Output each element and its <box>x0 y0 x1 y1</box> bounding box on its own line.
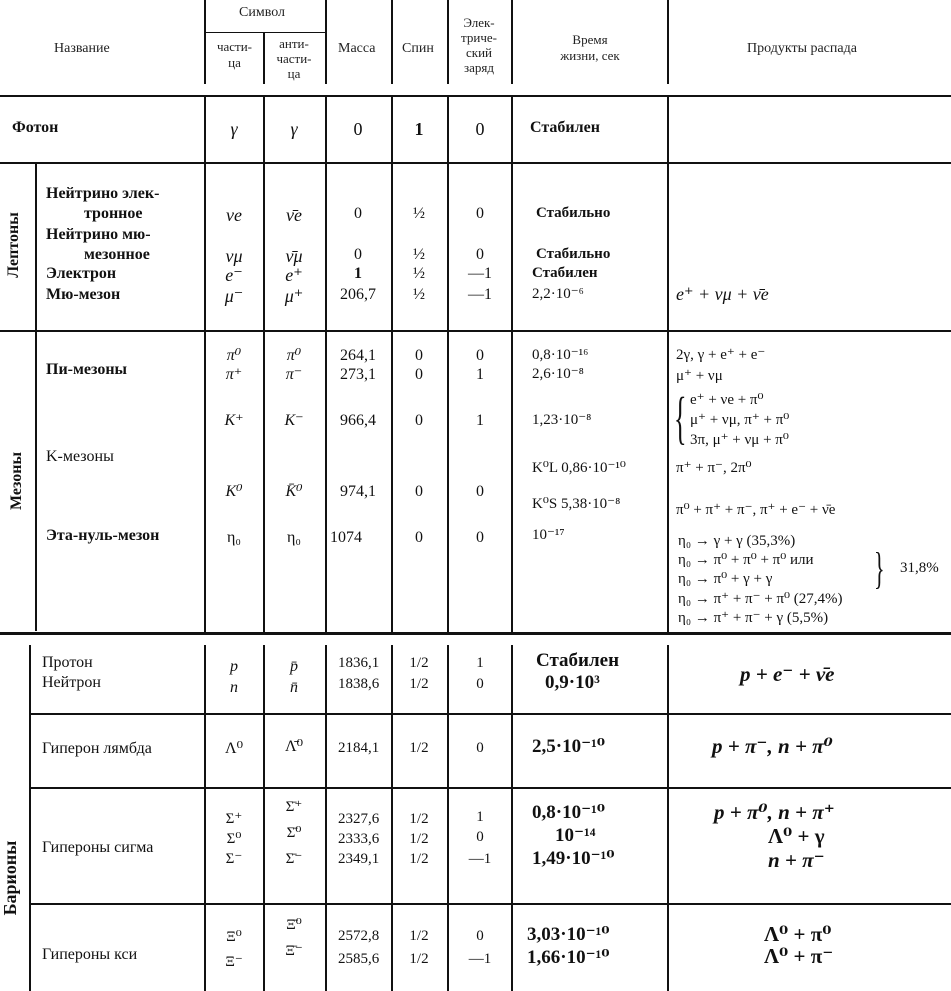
meson-antiparticle: η₀ <box>287 529 301 546</box>
lepton-charge: —1 <box>468 286 492 303</box>
baryon-lifetime: 10⁻¹⁴ <box>555 825 596 846</box>
meson-symbol: η₀ <box>227 529 241 546</box>
baryon-mass: 2572,8 <box>338 928 380 944</box>
meson-mass: 1074 <box>330 529 362 546</box>
meson-decay: η₀ → π⁺ + π⁻ + π⁰ (27,4%) <box>678 591 843 607</box>
baryon-lifetime: Стабилен <box>536 650 620 671</box>
group-label-mesons: Мезоны <box>8 451 25 511</box>
lepton-name: Нейтрино элек- <box>46 185 160 202</box>
lepton-symbol: μ⁻ <box>224 286 244 306</box>
meson-charge: 1 <box>476 366 484 383</box>
meson-name-k: K-мезоны <box>46 448 114 465</box>
meson-decay: 3π, μ⁺ + νμ + π⁰ <box>690 432 789 448</box>
header-antiparticle-1: анти- <box>279 36 309 51</box>
meson-lifetime: 2,6·10⁻⁸ <box>532 366 584 382</box>
baryon-charge: 1 <box>476 655 484 671</box>
lepton-lifetime: 2,2·10⁻⁶ <box>532 286 584 302</box>
grid-line <box>0 632 951 635</box>
lepton-lifetime: Стабилен <box>532 265 598 281</box>
baryon-symbol: Λ⁰ <box>224 740 243 757</box>
meson-lifetime: 0,8·10⁻¹⁶ <box>532 347 589 363</box>
baryon-decay: n + π⁻ <box>768 848 825 872</box>
baryon-mass: 2349,1 <box>338 851 380 867</box>
meson-spin: 0 <box>415 483 423 500</box>
baryon-charge: 1 <box>476 809 484 825</box>
baryon-symbol: n <box>230 679 238 696</box>
baryon-decay: Λ⁰ + π⁰ <box>764 922 832 946</box>
baryon-spin: 1/2 <box>409 951 429 967</box>
baryon-decay: p + π⁰, n + π⁺ <box>714 800 835 824</box>
meson-charge: 0 <box>476 483 484 500</box>
header-lifetime-1: Время <box>572 32 608 47</box>
grid-line <box>511 95 513 632</box>
meson-antiparticle: K̄⁰ <box>285 483 303 500</box>
grid-line <box>325 95 327 632</box>
header-spin: Спин <box>402 41 434 56</box>
lepton-name: Мю-мезон <box>46 286 121 303</box>
photon-charge: 0 <box>475 119 485 139</box>
lepton-decay: e⁺ + νμ + ν̄e <box>676 284 769 304</box>
baryon-charge: 0 <box>476 676 484 692</box>
baryon-antiparticle: p̄ <box>290 658 298 675</box>
meson-decay-ks: π⁰ + π⁺ + π⁻, π⁺ + e⁻ + ν̄e <box>676 502 836 518</box>
meson-lifetime: 1,23·10⁻⁸ <box>532 412 592 428</box>
meson-symbol: π⁰ <box>226 347 242 364</box>
meson-spin: 0 <box>415 366 423 383</box>
header-particle-1: части- <box>216 39 253 54</box>
meson-charge: 0 <box>476 529 484 546</box>
photon-antiparticle: γ <box>290 119 298 139</box>
group-label-baryons: Барионы <box>0 840 20 916</box>
photon-lifetime: Стабилен <box>530 119 600 136</box>
baryon-symbol: Σ⁺ <box>225 811 243 827</box>
lepton-name: мезонное <box>84 246 150 263</box>
grid-line <box>447 645 449 991</box>
meson-decay-pct: 31,8% <box>900 560 939 576</box>
baryon-name: Протон <box>42 654 93 671</box>
grid-line <box>325 645 327 991</box>
lepton-antiparticle: ν̄μ <box>285 246 303 266</box>
baryon-spin: 1/2 <box>409 676 429 692</box>
lepton-mass: 0 <box>354 205 362 222</box>
grid-line <box>29 787 951 789</box>
meson-symbol: K⁺ <box>224 412 244 429</box>
header-lifetime-2: жизни, сек <box>560 48 620 63</box>
baryon-antiparticle: Ξ̄⁰ <box>286 917 302 933</box>
header-name: Название <box>54 41 110 56</box>
meson-mass: 966,4 <box>340 412 376 429</box>
header-antiparticle-3: ца <box>287 66 301 81</box>
baryon-lifetime: 2,5·10⁻¹⁰ <box>532 736 606 757</box>
baryon-spin: 1/2 <box>409 655 429 671</box>
photon-name: Фотон <box>12 119 59 136</box>
header-symbol: Символ <box>239 5 286 20</box>
brace-left-icon: { <box>674 385 687 450</box>
grid-line <box>667 95 669 632</box>
meson-lifetime: 10⁻¹⁷ <box>532 527 565 543</box>
photon-mass: 0 <box>353 119 363 139</box>
meson-antiparticle: π⁰ <box>286 347 302 364</box>
grid-line <box>447 95 449 632</box>
lepton-name: тронное <box>84 205 143 222</box>
lepton-charge: 0 <box>476 246 484 263</box>
meson-mass: 273,1 <box>340 366 376 383</box>
grid-line <box>29 903 951 905</box>
baryon-decay: Λ⁰ + γ <box>768 824 825 848</box>
baryon-symbol: p <box>230 658 238 675</box>
lepton-antiparticle: ν̄e <box>286 205 302 225</box>
grid-line <box>204 32 325 33</box>
meson-lifetime-ks: K⁰S 5,38·10⁻⁸ <box>532 496 621 512</box>
baryon-lifetime: 0,8·10⁻¹⁰ <box>532 802 606 823</box>
baryon-antiparticle: n̄ <box>290 679 298 696</box>
baryon-mass: 1836,1 <box>338 655 380 671</box>
grid-line <box>667 0 669 84</box>
meson-charge: 0 <box>476 347 484 364</box>
lepton-spin: ½ <box>413 265 425 282</box>
lepton-mass: 206,7 <box>340 286 376 303</box>
grid-line <box>0 162 951 164</box>
baryon-spin: 1/2 <box>409 740 429 756</box>
lepton-lifetime: Стабильно <box>536 205 611 221</box>
lepton-spin: ½ <box>413 286 425 303</box>
meson-decay: 2γ, γ + e⁺ + e⁻ <box>676 347 766 363</box>
grid-line <box>35 163 37 631</box>
baryon-charge: —1 <box>468 951 492 967</box>
grid-line <box>204 95 206 632</box>
baryon-decay: p + e⁻ + ν̄e <box>740 662 835 686</box>
baryon-lifetime: 3,03·10⁻¹⁰ <box>527 924 610 945</box>
grid-line <box>204 645 206 991</box>
baryon-mass: 2333,6 <box>338 831 380 847</box>
baryon-name: Гиперон лямбда <box>42 740 152 757</box>
baryon-charge: —1 <box>468 851 492 867</box>
meson-spin: 0 <box>415 529 423 546</box>
baryon-symbol: Σ⁰ <box>226 831 242 847</box>
lepton-spin: ½ <box>413 246 425 263</box>
lepton-charge: 0 <box>476 205 484 222</box>
meson-decay: η₀ → π⁰ + γ + γ <box>678 571 773 587</box>
meson-antiparticle: π⁻ <box>285 366 303 383</box>
baryon-name: Нейтрон <box>42 674 101 691</box>
meson-spin: 0 <box>415 412 423 429</box>
lepton-lifetime: Стабильно <box>536 246 611 262</box>
lepton-mass: 0 <box>354 246 362 263</box>
grid-line <box>511 645 513 991</box>
grid-line <box>204 0 206 84</box>
meson-decay: μ⁺ + νμ <box>676 368 723 384</box>
header-decay: Продукты распада <box>747 41 857 56</box>
baryon-antiparticle: Σ̄⁺ <box>285 799 303 815</box>
baryon-mass: 2327,6 <box>338 811 380 827</box>
grid-line <box>263 95 265 632</box>
meson-lifetime-kl: K⁰L 0,86·10⁻¹⁰ <box>532 460 626 476</box>
meson-decay: η₀ → π⁰ + π⁰ + π⁰ или <box>678 552 814 568</box>
baryon-spin: 1/2 <box>409 811 429 827</box>
grid-line <box>511 0 513 84</box>
lepton-antiparticle: e⁺ <box>285 265 303 285</box>
baryon-decay: p + π⁻, n + π⁰ <box>712 734 833 758</box>
baryon-charge: 0 <box>476 928 484 944</box>
grid-line <box>263 645 265 991</box>
baryon-mass: 1838,6 <box>338 676 380 692</box>
baryon-lifetime: 1,49·10⁻¹⁰ <box>532 848 615 869</box>
baryon-antiparticle: Ξ̄⁻ <box>285 943 303 959</box>
header-charge-1: Элек- <box>463 15 495 30</box>
meson-decay: η₀ → π⁺ + π⁻ + γ (5,5%) <box>678 610 829 626</box>
meson-decay: e⁺ + νe + π⁰ <box>690 392 764 408</box>
meson-mass: 264,1 <box>340 347 376 364</box>
meson-decay: η₀ → γ + γ (35,3%) <box>678 533 796 549</box>
baryon-symbol: Σ⁻ <box>225 851 243 867</box>
header-charge-2: триче- <box>461 30 497 45</box>
header-charge-4: заряд <box>464 60 494 75</box>
lepton-charge: —1 <box>468 265 492 282</box>
grid-line <box>391 0 393 84</box>
lepton-name: Нейтрино мю- <box>46 226 151 243</box>
grid-line <box>667 645 669 991</box>
grid-line <box>29 713 951 715</box>
baryon-spin: 1/2 <box>409 851 429 867</box>
lepton-antiparticle: μ⁺ <box>284 286 304 306</box>
lepton-symbol: νμ <box>225 246 243 266</box>
header-charge-3: ский <box>466 45 492 60</box>
baryon-decay: Λ⁰ + π⁻ <box>764 944 834 968</box>
lepton-name: Электрон <box>46 265 117 282</box>
meson-symbol: π⁺ <box>225 366 243 383</box>
baryon-charge: 0 <box>476 829 484 845</box>
lepton-mass: 1 <box>354 265 362 282</box>
meson-name-eta: Эта-нуль-мезон <box>46 527 160 544</box>
meson-charge: 1 <box>476 412 484 429</box>
baryon-lifetime: 1,66·10⁻¹⁰ <box>527 947 610 968</box>
lepton-spin: ½ <box>413 205 425 222</box>
lepton-symbol: νe <box>226 205 242 225</box>
grid-line <box>0 330 951 332</box>
grid-line <box>0 95 951 97</box>
grid-line <box>29 645 31 991</box>
meson-spin: 0 <box>415 347 423 364</box>
baryon-spin: 1/2 <box>409 831 429 847</box>
meson-symbol: K⁰ <box>225 483 243 500</box>
baryon-mass: 2585,6 <box>338 951 380 967</box>
group-label-leptons: Лептоны <box>5 212 22 278</box>
meson-mass: 974,1 <box>340 483 376 500</box>
baryon-antiparticle: Σ̄⁻ <box>285 851 303 867</box>
baryon-charge: 0 <box>476 740 484 756</box>
baryon-name: Гипероны сигма <box>42 839 154 856</box>
brace-right-icon: } <box>874 544 885 593</box>
header-antiparticle-2: части- <box>276 51 312 66</box>
meson-decay-kl: π⁺ + π⁻, 2π⁰ <box>676 460 752 476</box>
grid-line <box>263 32 265 84</box>
header-particle-2: ца <box>228 55 241 70</box>
meson-decay: μ⁺ + νμ, π⁺ + π⁰ <box>690 412 790 428</box>
photon-spin: 1 <box>414 119 424 139</box>
baryon-symbol: Ξ⁰ <box>226 929 242 945</box>
grid-line <box>325 0 327 84</box>
baryon-antiparticle: Σ̄⁰ <box>286 825 302 841</box>
baryon-mass: 2184,1 <box>338 740 380 756</box>
baryon-lifetime: 0,9·10³ <box>545 672 600 693</box>
baryon-name: Гипероны кси <box>42 946 138 963</box>
header-mass: Масса <box>338 41 376 56</box>
meson-name-pi: Пи-мезоны <box>46 361 128 378</box>
meson-antiparticle: K⁻ <box>284 412 304 429</box>
baryon-symbol: Ξ⁻ <box>225 954 243 970</box>
baryon-spin: 1/2 <box>409 928 429 944</box>
photon-symbol: γ <box>230 119 238 139</box>
lepton-symbol: e⁻ <box>225 265 243 285</box>
baryon-antiparticle: Λ̄⁰ <box>284 738 303 755</box>
